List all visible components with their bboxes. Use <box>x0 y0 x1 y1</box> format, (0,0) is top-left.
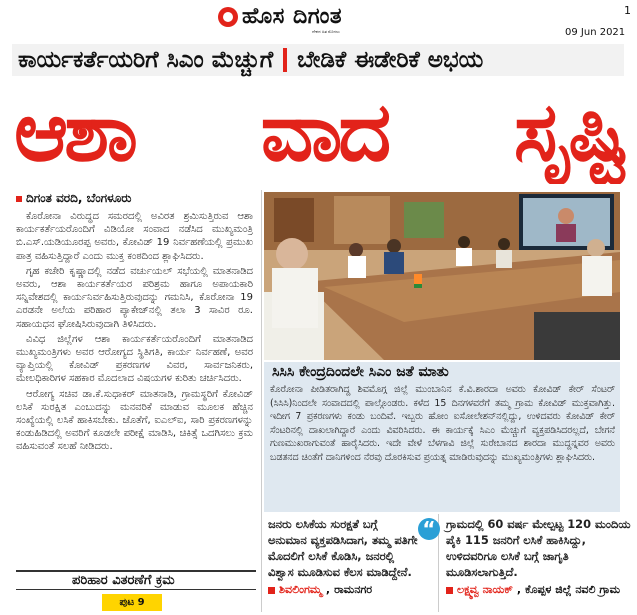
column-divider <box>261 190 262 612</box>
logo-text: ಹೊಸ ದಿಗಂತ <box>242 4 343 29</box>
kicker-divider <box>283 48 287 72</box>
headline-word: ಆಶಾ <box>14 85 135 180</box>
page-reference-tag[interactable] <box>102 594 162 611</box>
article-paragraph: ವಿವಿಧ ಜಿಲ್ಲೆಗಳ ಆಶಾ ಕಾರ್ಯಕರ್ತೆಯರೊಂದಿಗೆ ಮಾತನಾಡಿದ ಮುಖ್ಯಮಂತ್ರಿಗಳು ಅವರ ಆರೋಗ್ಯದ ಸ್ಥಿತಿಗತಿ, ಕಾರ್ಯ ನಿರ್ವಹಣೆ, ಅವರ ವ್ಯಾಪ್ತಿಯಲ್ಲಿ ಕೋವಿಡ್ ಪ್ರಕರಣಗಳ ವಿವರ, ಸಾರ್ವಜನಿಕರು, ಮೇಲಧಿಕಾರಿಗಳ ಸಹಕಾರ ಮೊದಲಾದ ವಿಷಯಗಳ ಕುರಿತು ಚರ್ಚಿಸಿದರು. <box>16 333 253 385</box>
attribution-bullet-icon <box>446 587 453 594</box>
article-paragraph: ಗೃಹ ಕಚೇರಿ ಕೃಷ್ಣಾದಲ್ಲಿ ನಡೆದ ವರ್ಚುಯಲ್ ಸಭೆಯಲ್ಲಿ ಮಾತನಾಡಿದ ಅವರು, ಆಶಾ ಕಾರ್ಯಕರ್ತೆಯರ ಪರಿಶ್ರಮ ಹಾಗೂ ಅಪಾಯಕಾರಿ ಸನ್ನಿವೇಶದಲ್ಲಿ ಕಾರ್ಯನಿರ್ವಹಿಸುತ್ತಿರುವುದನ್ನು ಗಮನಿಸಿ, ಕೊರೋನಾ 19 ಎರಡನೇ ಅಲೆಯ ಪರಿಹಾರ ಪ್ಯಾಕೇಜ್‌ನಲ್ಲಿ ತಲಾ 3 ಸಾವಿರ ರೂ. ಸಹಾಯಧನ ಘೋಷಿಸಿರುವುದಾಗಿ ತಿಳಿಸಿದರು. <box>16 265 253 330</box>
masthead-tagline: ದೇಶದ ಹಿತ ಮೊದಲು <box>312 29 340 34</box>
headline-word: ಸೃಷ್ಟಿ <box>513 85 626 180</box>
quote-attribution: ಶಿವಲಿಂಗಮ್ಮ , ರಾಮನಗರ <box>268 582 418 598</box>
edition-date: 09 Jun 2021 <box>565 27 626 38</box>
article-paragraph: ಆರೋಗ್ಯ ಸಚಿವ ಡಾ.ಕೆ.ಸುಧಾಕರ್ ಮಾತನಾಡಿ, ಗ್ರಾಮಸ್ಥರಿಗೆ ಕೋವಿಡ್ ಲಸಿಕೆ ಸುರಕ್ಷಿತ ಎಂಬುದನ್ನು ಮನವರಿಕೆ ಮಾಡುವ ಮೂಲಕ ಹೆಚ್ಚಿನ ಸಂಖ್ಯೆಯಲ್ಲಿ ಲಸಿಕೆ ಹಾಕಿಸಬೇಕು. ಜೊತೆಗೆ, ಐಎಲ್‌ಐ, ಸಾರಿ ಪ್ರಕರಣಗಳನ್ನು ಕಂಡುಹಿಡಿದಲ್ಲಿ ಅವರಿಗೆ ಕೂಡಲೇ ಪರೀಕ್ಷೆ ಮಾಡಿಸಿ, ಚಿಕಿತ್ಸೆ ಒದಗಿಸಲು ಕ್ರಮ ವಹಿಸುವಂತೆ ಸಲಹೆ ನೀಡಿದರು. <box>16 388 253 453</box>
quote-place: ಕೊಪ್ಪಳ ಜಿಲ್ಲೆ ನವಲಿ ಗ್ರಾಮ <box>525 583 621 596</box>
page-number: 1 <box>624 4 631 17</box>
quote-attribution: ಲಕ್ಷ್ಮವ್ವ ನಾಯಕ್ , ಕೊಪ್ಪಳ ಜಿಲ್ಲೆ ನವಲಿ ಗ್ರಾಮ <box>446 582 632 598</box>
page-ref-text: ಪುಟ 9 <box>119 597 145 608</box>
meeting-photo <box>264 192 620 360</box>
quote-author: ಲಕ್ಷ್ಮವ್ವ ನಾಯಕ್ <box>457 583 513 596</box>
quote-text: ಜನರು ಲಸಿಕೆಯ ಸುರಕ್ಷತೆ ಬಗ್ಗೆ ಅನುಮಾನ ವ್ಯಕ್ತಪಡಿಸಿದಾಗ, ತಮ್ಮ ಪತಿಗೇ ಮೊದಲಿಗೆ ಲಸಿಕೆ ಕೊಡಿಸಿ, ಜನರಲ್ಲಿ ವಿಶ್ವಾಸ ಮೂಡಿಸುವ ಕೆಲಸ ಮಾಡಿದ್ದೇನೆ. <box>268 517 418 579</box>
article-body <box>16 210 253 456</box>
kicker-left: ಕಾರ್ಯಕರ್ತೆಯರಿಗೆ ಸಿಎಂ ಮೆಚ್ಚುಗೆ <box>18 47 274 73</box>
quote-left <box>268 516 418 598</box>
masthead-logo <box>218 4 342 29</box>
article-paragraph: ಕೊರೋನಾ ವಿರುದ್ಧದ ಸಮರದಲ್ಲಿ ಅವಿರತ ಶ್ರಮಿಸುತ್ತಿರುವ ಆಶಾ ಕಾರ್ಯಕರ್ತೆಯರೊಂದಿಗೆ ವಿಡಿಯೋ ಸಂವಾದ ನಡೆಸಿದ ಮುಖ್ಯಮಂತ್ರಿ ಬಿ.ಎಸ್.ಯಡಿಯೂರಪ್ಪ ಅವರು, ಕೋವಿಡ್ 19 ನಿರ್ವಹಣೆಯಲ್ಲಿ ಪ್ರಮುಖ ಪಾತ್ರ ವಹಿಸುತ್ತಿದ್ದಾರೆ ಎಂದು ಮುಕ್ತ ಕಂಠದಿಂದ ಶ್ಲಾಘಿಸಿದರು. <box>16 211 253 262</box>
kicker-line <box>12 44 624 76</box>
headline-word: ವಾದ <box>260 85 388 180</box>
caption-body: ಕೊರೋನಾ ಪೀಡಿತರಾಗಿದ್ದ ಶಿವಮೊಗ್ಗ ಜಿಲ್ಲೆ ಮುಂಬಾನಿನ ಕೆ.ವಿ.ಶಾರದಾ ಅವರು ಕೋವಿಡ್ ಕೇರ್ ಸೆಂಟರ್ (ಸಿಸಿಸಿ)ನಿಂದಲೇ ಸಂವಾದದಲ್ಲಿ ಪಾಲ್ಗೊಂಡರು. ಕಳೆದ 15 ದಿನಗಳವರೆಗೆ ತಮ್ಮ ಗ್ರಾಮ ಕೋವಿಡ್ ಮುಕ್ತವಾಗಿತ್ತು. ಇದೀಗ 7 ಪ್ರಕರಣಗಳು ಕಂಡು ಬಂದಿವೆ. ಇಬ್ಬರು ಹೋಂ ಐಸೋಲೇಶನ್‌ನಲ್ಲಿದ್ದು, ಉಳಿದವರು ಕೋವಿಡ್ ಕೇರ್ ಸೆಂಟರಿನಲ್ಲಿ ದಾಖಲಾಗಿದ್ದಾರೆ ಎಂದು ವಿವರಿಸಿದರು. ಈ ಕಾರ್ಯಕ್ಕೆ ಸಿಎಂ ಮೆಚ್ಚುಗೆ ವ್ಯಕ್ತಪಡಿಸಿದರಲ್ಲದೆ, ಬೇಗನೆ ಗುಣಮುಖರಾಗುವಂತೆ ಹಾರೈಸಿದರು. ಇದೇ ವೇಳೆ ಬೆಳಗಾವಿ ಜಿಲ್ಲೆ ಸುರೇಬಾನದ ಶಾರದಾ ಮುದ್ದನ್ನವರ ಅವರು ಬಡತನದ ಚಿಂತೆಗೆ ದಾನಿಗಳಿಂದ ನೆರವು ದೊರಕಿಸುವ ಪ್ರಯತ್ನ ಮಾಡಿರುವುದನ್ನು ಮುಖ್ಯಮಂತ್ರಿಗಳು ಶ್ಲಾಘಿಸಿದರು. <box>270 384 615 463</box>
kicker-right: ಬೇಡಿಕೆ ಈಡೇರಿಕೆ ಅಭಯ <box>297 47 484 73</box>
main-headline <box>14 82 626 184</box>
byline-bullet-icon <box>16 196 22 202</box>
meeting-photo-illustration <box>264 192 620 360</box>
quote-right <box>446 516 632 598</box>
quote-place: ರಾಮನಗರ <box>334 583 373 596</box>
sun-logo-icon <box>218 7 238 27</box>
byline-text: ದಿಗಂತ ವರದಿ, ಬೆಂಗಳೂರು <box>26 191 132 205</box>
quote-author: ಶಿವಲಿಂಗಮ್ಮ <box>279 583 322 596</box>
quote-text: ಗ್ರಾಮದಲ್ಲಿ 60 ವರ್ಷ ಮೇಲ್ಪಟ್ಟ 120 ಮಂದಿಯ ಪೈಕಿ 115 ಜನರಿಗೆ ಲಸಿಕೆ ಹಾಕಿಸಿದ್ದು, ಉಳಿದವರಿಗೂ ಲಸಿಕೆ ಬಗ್ಗೆ ಜಾಗೃತಿ ಮೂಡಿಸಲಾಗುತ್ತಿದೆ. <box>446 517 631 579</box>
byline <box>16 191 131 206</box>
subsection-heading: ಪರಿಹಾರ ವಿತರಣೆಗೆ ಕ್ರಮ <box>16 570 256 590</box>
attribution-bullet-icon <box>268 587 275 594</box>
quote-mark-icon: “ <box>418 518 440 540</box>
caption-title: ಸಿಸಿಸಿ ಕೇಂದ್ರದಿಂದಲೇ ಸಿಎಂ ಜತೆ ಮಾತು <box>272 364 449 380</box>
